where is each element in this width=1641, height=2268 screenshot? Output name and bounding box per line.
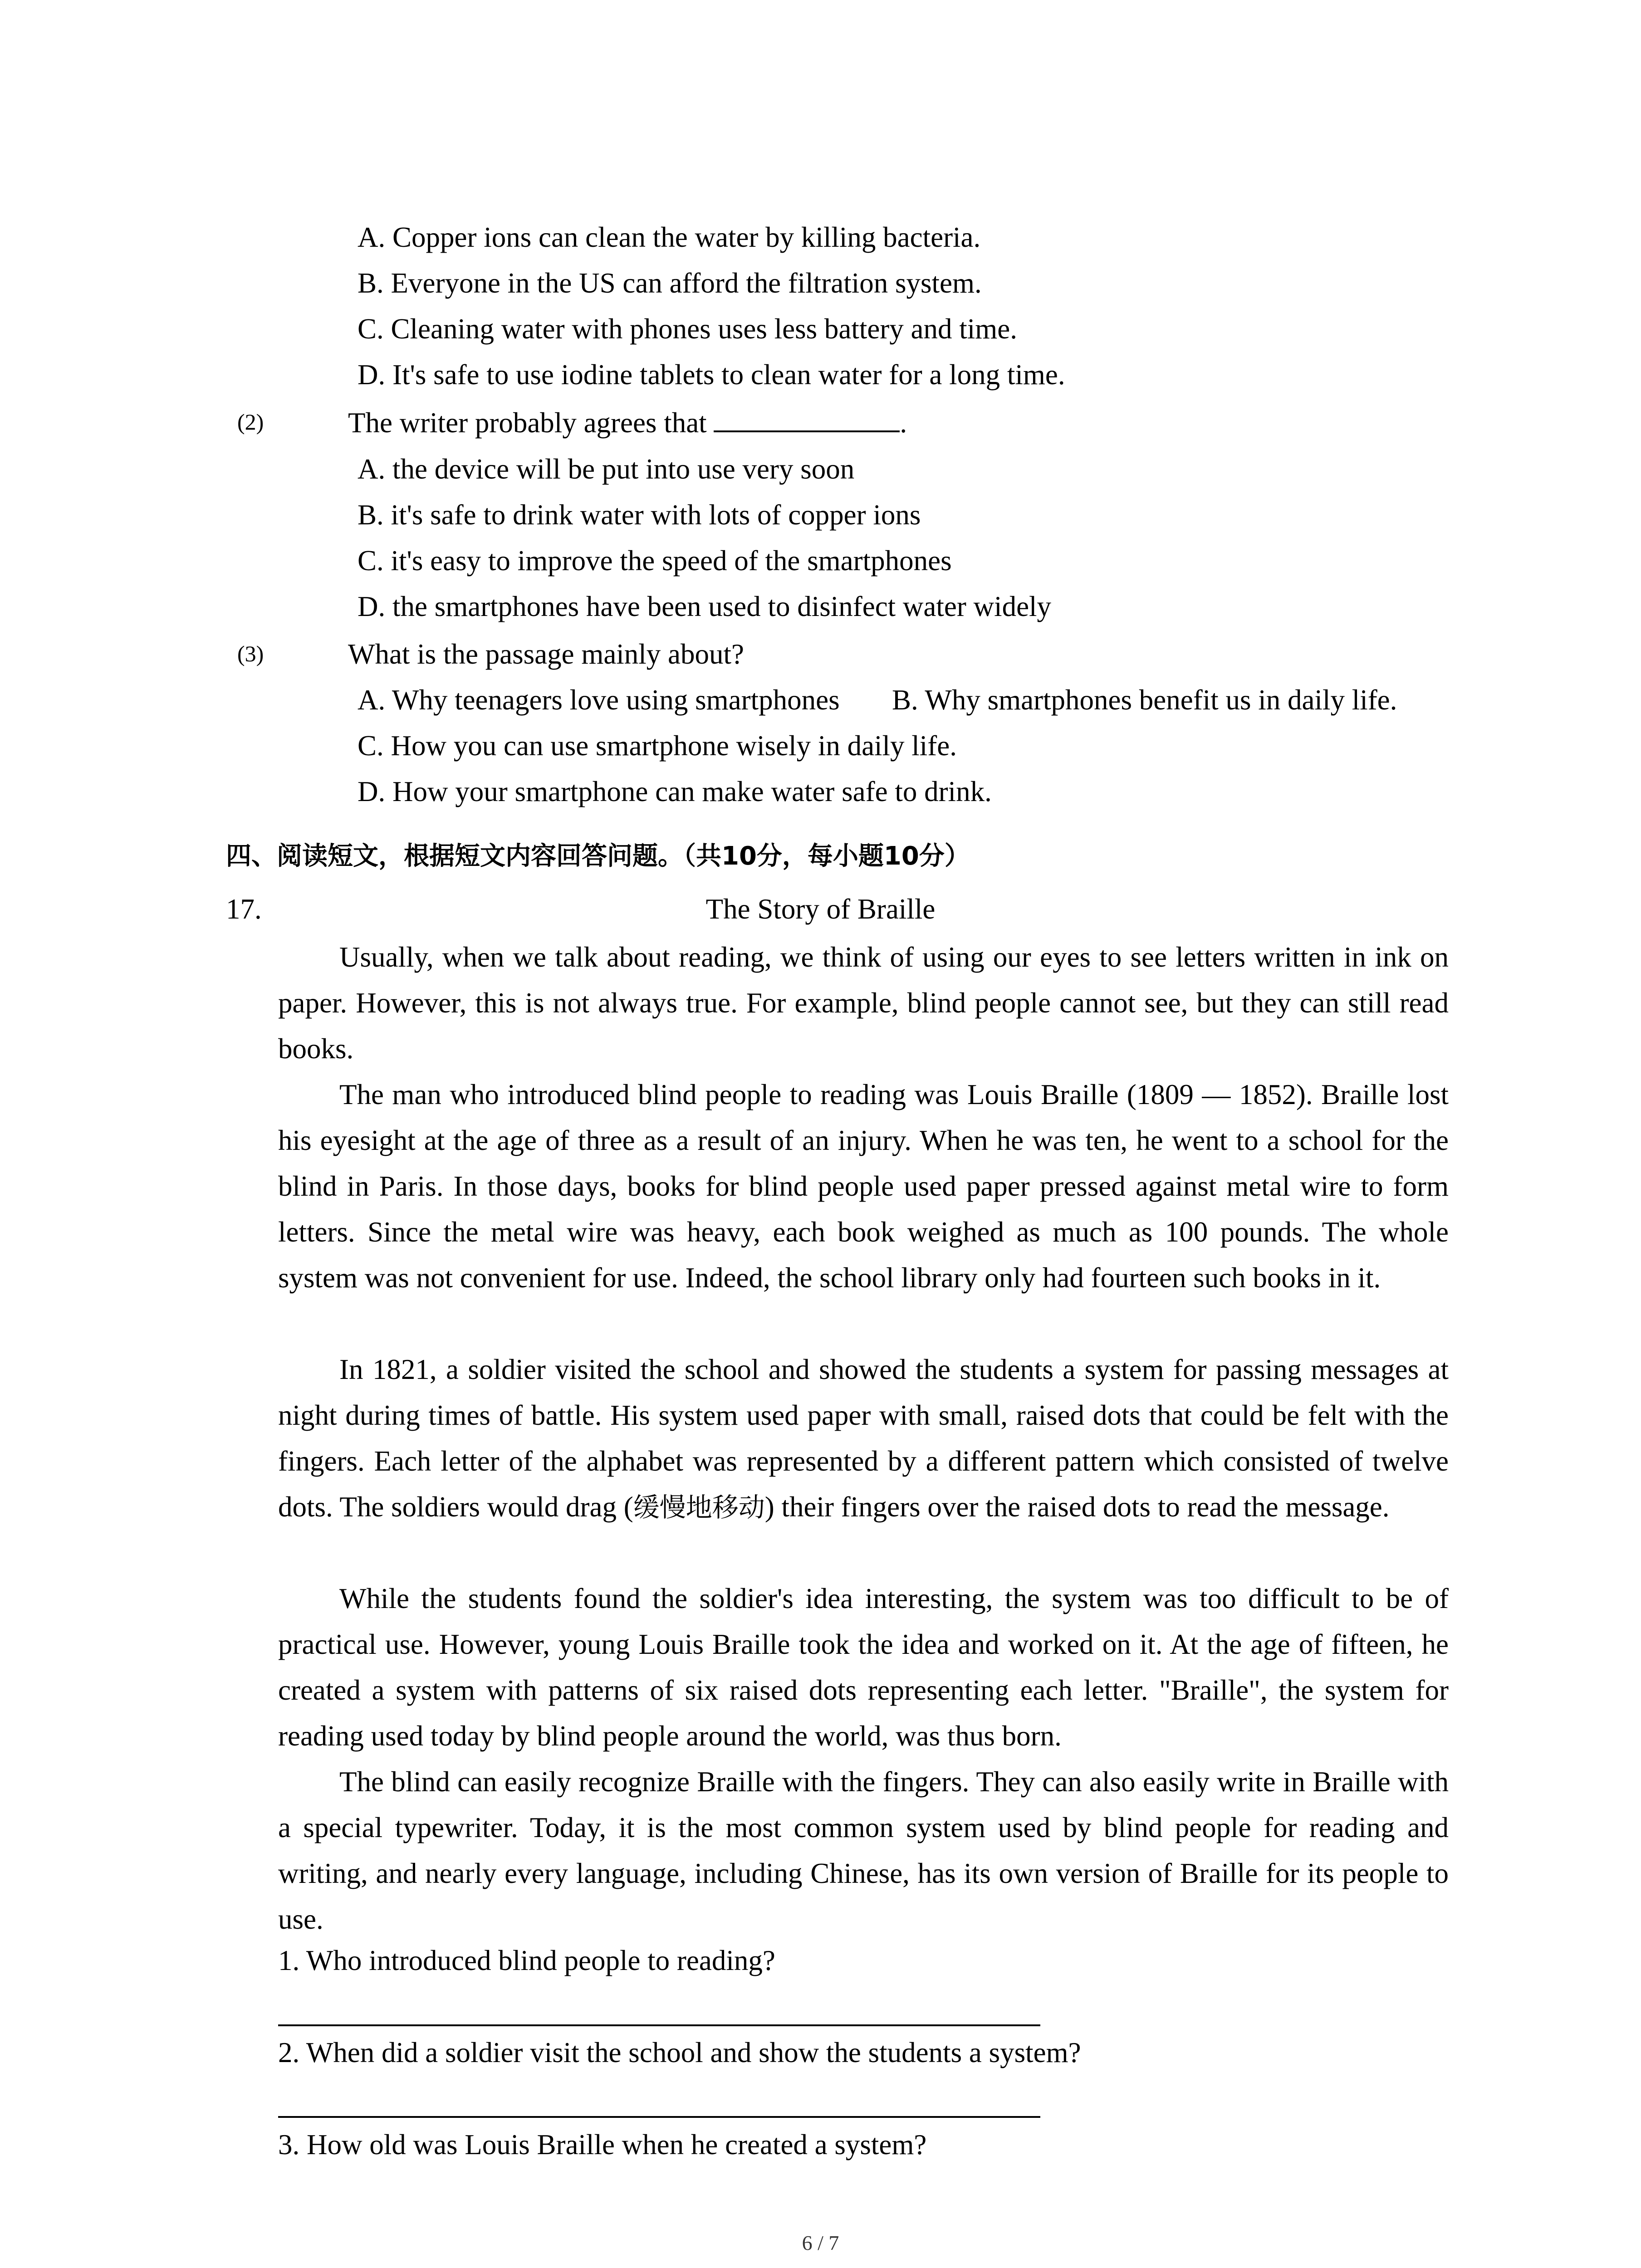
passage-paragraph: While the students found the soldier's idea interesting, the system was too difficult to be of practical use. However, young Louis Braille took the idea and worked on it. At the age of fifteen, he created a system with patterns of six raised dots representing each letter. "Braille", the system for reading used today by blind people around the world, was thus born. bbox=[278, 1583, 1449, 1752]
question-stem-end: . bbox=[900, 407, 907, 439]
paragraph-text: In 1821, a soldier visited the school and showed the students a system for passing messages at night during times of battle. His system used paper with small, raised dots that could be felt with the fingers. Each letter of the alphabet was represented by a different pattern which consisted of twelve dots. The soldiers would drag ( bbox=[278, 1354, 1449, 1523]
answer-line[interactable] bbox=[278, 2024, 1040, 2026]
option-b: B. Everyone in the US can afford the filtration system. bbox=[358, 267, 982, 299]
option-c: C. it's easy to improve the speed of the smartphones bbox=[358, 545, 952, 577]
option-b: B. it's safe to drink water with lots of copper ions bbox=[358, 499, 921, 531]
question-3: 3. How old was Louis Braille when he created a system? bbox=[278, 2129, 927, 2160]
passage-paragraph: The man who introduced blind people to reading was Louis Braille (1809 — 1852). Braille lost his eyesight at the age of three as a result of an injury. When he was ten, he went to a school for the blind in Paris. In those days, books for blind people used paper pressed against metal wire to form letters. Since the metal wire was heavy, each book weighed as much as 100 pounds. The whole system was not convenient for use. Indeed, the school library only had fourteen such books in it. bbox=[278, 1079, 1449, 1294]
question-stem: What is the passage mainly about? bbox=[348, 638, 744, 670]
option-c: C. How you can use smartphone wisely in daily life. bbox=[358, 730, 957, 762]
answer-blank[interactable] bbox=[714, 404, 900, 432]
question-stem bbox=[348, 404, 907, 441]
option-a: A. Copper ions can clean the water by killing bacteria. bbox=[358, 221, 981, 253]
passage-paragraph: The blind can easily recognize Braille with the fingers. They can also easily write in Braille with a special typewriter. Today, it is the most common system used by blind people for reading and writing, and nearly every language, including Chinese, has its own version of Braille for its people to use. bbox=[278, 1766, 1449, 1935]
section-heading: 四、阅读短文，根据短文内容回答问题。（共10分，每小题10分） bbox=[226, 841, 970, 871]
option-a: A. Why teenagers love using smartphones bbox=[358, 684, 840, 716]
option-b: B. Why smartphones benefit us in daily life. bbox=[892, 684, 1397, 716]
option-c: C. Cleaning water with phones uses less battery and time. bbox=[358, 313, 1017, 345]
option-d: D. It's safe to use iodine tablets to clean water for a long time. bbox=[358, 359, 1065, 391]
option-d: D. How your smartphone can make water safe to drink. bbox=[358, 776, 992, 807]
paragraph-text: ) their fingers over the raised dots to read the message. bbox=[764, 1491, 1390, 1523]
passage-title: The Story of Braille bbox=[705, 893, 936, 925]
question-number: 17. bbox=[226, 893, 262, 925]
question-1: 1. Who introduced blind people to reading? bbox=[278, 1945, 775, 1976]
question-number: (2) bbox=[237, 409, 264, 435]
question-number: (3) bbox=[237, 641, 264, 666]
passage-paragraph bbox=[278, 1347, 1449, 1530]
chinese-gloss: 缓慢地移动 bbox=[633, 1492, 765, 1523]
question-stem-text: The writer probably agrees that bbox=[348, 407, 707, 439]
page-number: 6 / 7 bbox=[802, 2231, 839, 2254]
option-a: A. the device will be put into use very soon bbox=[358, 453, 855, 485]
passage-paragraph: Usually, when we talk about reading, we think of using our eyes to see letters written in ink on paper. However, this is not always true. For example, blind people cannot see, but they can still read books. bbox=[278, 941, 1449, 1065]
option-d: D. the smartphones have been used to disinfect water widely bbox=[358, 591, 1052, 622]
answer-line[interactable] bbox=[278, 2116, 1040, 2118]
question-2: 2. When did a soldier visit the school and show the students a system? bbox=[278, 2037, 1081, 2068]
